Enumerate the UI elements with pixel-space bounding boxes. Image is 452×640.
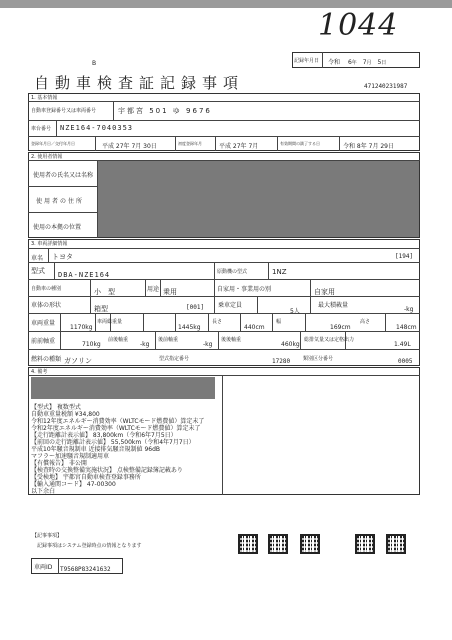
kind-value: 小 型: [94, 288, 115, 296]
use-value: 乗用: [163, 288, 177, 296]
reg-number-label: 自動車登録番号又は車両番号: [31, 108, 97, 114]
engine-label: 原動機の型式: [217, 269, 248, 275]
rf-value: -kg: [203, 341, 213, 348]
reg-number-value: 宇都宮 501 ゆ 9676: [118, 107, 212, 115]
note-line: 令和12年度エネルギー消費効率（WLTCモード燃費値）算定未了: [31, 418, 205, 425]
model-value: DBA-NZE164: [58, 271, 111, 279]
note-line: 【検査時の交換整備実施状況】 点検整備記録簿記載あり: [31, 467, 183, 474]
note-line: 【有償報告】 非公開: [31, 460, 87, 467]
user-address-label: 使用者の住所: [36, 198, 85, 205]
user-base-label: 使用の本拠の位置: [33, 224, 82, 231]
maxload-label: 最大積載量: [318, 302, 349, 309]
width-label: 幅: [276, 319, 282, 325]
use-label: 用途: [147, 286, 160, 293]
ff-value: 710kg: [82, 341, 101, 348]
expiry-value: 令和 8年 7月 29日: [343, 143, 394, 150]
note-line: 平成10年騒音規制車 近接排気騒音規制値 96dB: [31, 446, 161, 453]
note-line: 【受検地】 宇都宮自動車検査登録事務所: [31, 474, 141, 481]
weight-label: 車両重量: [31, 320, 56, 327]
redacted-notes: [31, 377, 215, 399]
document-number: 471240231987: [364, 83, 408, 90]
rr-label: 後後軸重: [221, 337, 242, 343]
remarks-text: 記録事項はシステム登録時点の情報となります: [37, 543, 142, 549]
note-line: 自動車重量税額 ¥34,800: [31, 411, 100, 418]
maxload-value: -kg: [404, 306, 414, 313]
user-name-label: 使用者の氏名又は名称: [33, 172, 94, 179]
height-value: 148cm: [396, 324, 417, 331]
note-line: 【輸入通関コード】 47-00300: [31, 481, 116, 488]
notes-list: [31, 404, 204, 495]
note-line: 令和2年度エネルギー消費効率（WLTCモード燃費値）算定未了: [31, 425, 201, 432]
section-notes-heading: 4. 備考: [31, 369, 48, 375]
chassis-label: 車台番号: [31, 126, 52, 132]
qr-code: [355, 534, 375, 554]
body-label: 車体の形状: [31, 302, 62, 309]
fuel-value: ガソリン: [64, 357, 92, 365]
section-vehicle-heading: 3. 車両詳細情報: [31, 241, 68, 247]
length-label: 長さ: [212, 319, 223, 325]
disp-value: 1.49L: [394, 341, 411, 348]
section-user-heading: 2. 使用者情報: [31, 154, 63, 160]
private-value: 自家用: [314, 288, 335, 296]
note-line: 【走行距離計表示値】 83,800km（令和6年7月5日）: [31, 432, 177, 439]
note-line: マフラー加速騒音規制適用車: [31, 453, 110, 460]
maker-label: 車名: [31, 255, 44, 262]
length-value: 440cm: [244, 324, 265, 331]
note-line: 以下余白: [31, 488, 56, 495]
record-date: 令和 6年 7月 5日: [328, 59, 387, 66]
maker-value: トヨタ: [52, 253, 73, 261]
note-line: 【前回の走行距離計表示値】 55,500km（令和4年7月7日）: [31, 439, 195, 446]
gross-label: 車両総重量: [97, 319, 123, 325]
first-year-label: 初度登録年月: [178, 141, 202, 146]
chassis-value: NZE164-7040353: [60, 124, 134, 132]
weight-value: 1170kg: [70, 324, 93, 331]
body-code: [001]: [186, 304, 205, 311]
body-value: 箱型: [94, 305, 108, 313]
capacity-label: 乗車定員: [218, 302, 243, 309]
vehicle-id-value: T9568P83241632: [60, 566, 111, 573]
fr-value: -kg: [140, 341, 150, 348]
vehicle-id-label: 車両ID: [34, 564, 53, 571]
first-year-value: 平成 27年 7月: [219, 143, 259, 150]
fr-label: 前後軸重: [108, 337, 129, 343]
model-label: 型式: [31, 267, 45, 275]
fuel-label: 燃料の種類: [31, 356, 62, 363]
redacted-user-info: [98, 161, 419, 237]
first-reg-value: 平成 27年 7月 30日: [102, 143, 157, 150]
qr-code: [300, 534, 320, 554]
rf-label: 後前軸重: [158, 337, 179, 343]
first-reg-label: 登録年月日／交付年月日: [31, 141, 75, 146]
typecert-label: 型式指定番号: [159, 356, 190, 362]
rr-value: 460kg: [281, 341, 300, 348]
form-letter: B: [92, 60, 97, 67]
qr-code: [238, 534, 258, 554]
disp-label: 総排気量又は定格出力: [304, 337, 355, 343]
maker-code: [194]: [395, 253, 414, 260]
gross-value: 1445kg: [178, 324, 201, 331]
handwritten-number: 1044: [318, 8, 399, 43]
qr-code: [386, 534, 406, 554]
remarks-label: 【記事事項】: [32, 533, 63, 539]
kind-label: 自動車の種別: [31, 286, 62, 292]
expiry-label: 有効期間の満了する日: [280, 141, 320, 146]
capacity-value: 5人: [290, 308, 300, 315]
section-basic-heading: 1. 基本情報: [31, 95, 58, 101]
width-value: 169cm: [330, 324, 351, 331]
private-label: 自家用・事業用の別: [217, 286, 272, 293]
scan-top-bar: [0, 0, 452, 8]
record-date-label: 記録年月日: [294, 58, 320, 64]
ff-label: 前前軸重: [31, 338, 56, 345]
qr-code: [268, 534, 288, 554]
page-title: 自動車検査証記録事項: [34, 74, 245, 92]
typecert-value: 17280: [272, 358, 291, 365]
height-label: 高さ: [360, 319, 371, 325]
note-line: 【型式】 複数型式: [31, 404, 81, 411]
class-value: 0005: [398, 358, 413, 365]
engine-value: 1NZ: [272, 268, 287, 276]
class-label: 類別区分番号: [303, 356, 334, 362]
